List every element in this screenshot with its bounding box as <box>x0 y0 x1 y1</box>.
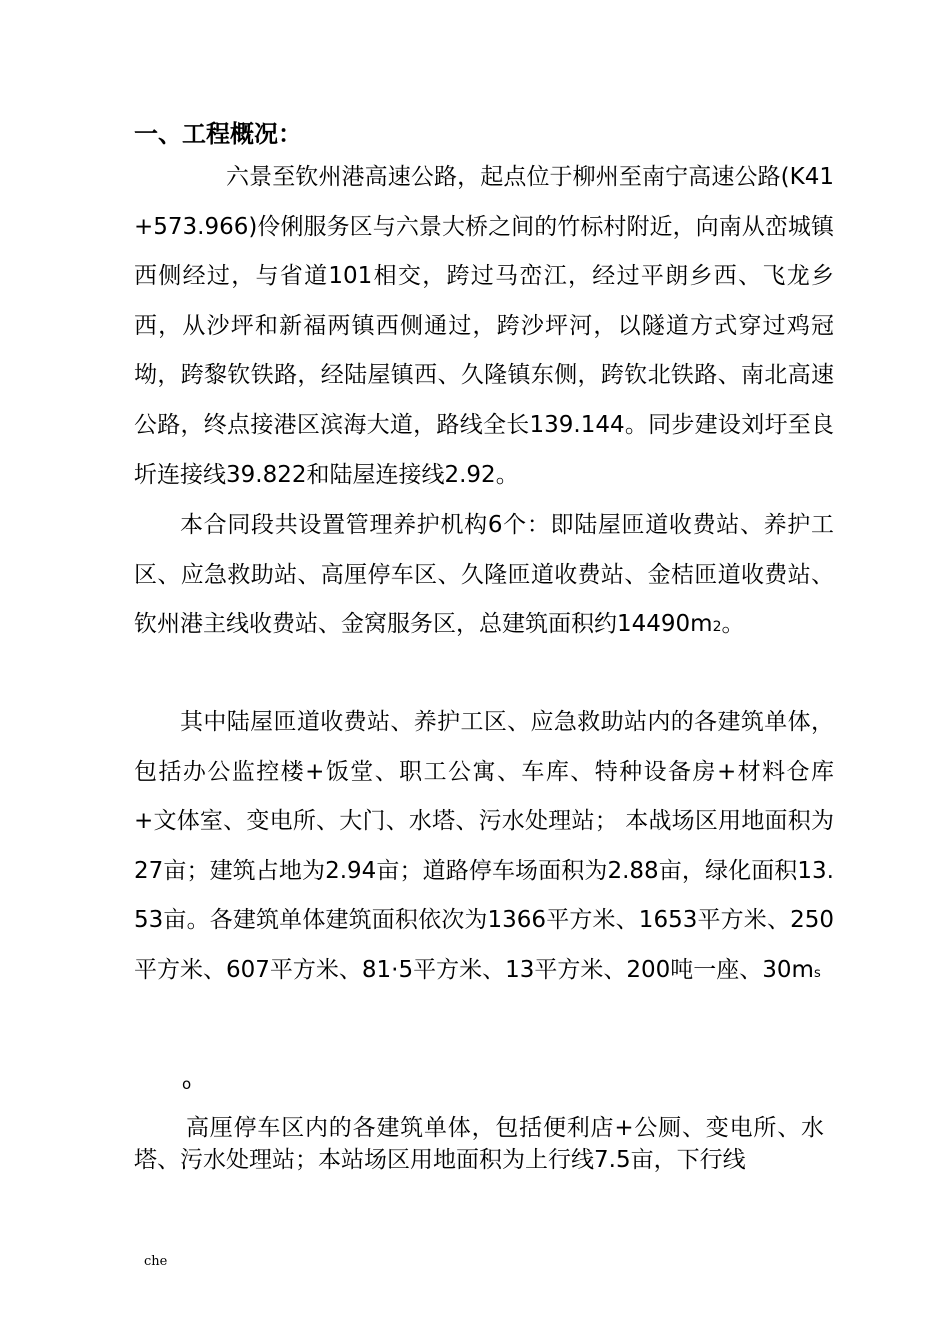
page-footer-text: che <box>144 1254 168 1269</box>
area-unit-subscript: 2 <box>712 619 722 636</box>
orphan-period-mark: o <box>182 1075 192 1093</box>
volume-unit-tail: s <box>813 965 821 981</box>
paragraph-project-route: 六景至钦州港高速公路，起点位于柳州至南宁高速公路(K41+573.966)伶俐服务区与六景大桥之间的竹标村附近，向南从峦城镇西侧经过，与省道101相交，跨过马峦江，经过平朗乡西、飞龙乡西，从沙坪和新福两镇西侧通过，跨沙坪河，以隧道方式穿过鸡冠坳，跨黎钦铁路，经陆屋镇西、久隆镇东侧，跨钦北铁路、南北高速公路，终点接港区滨海大道，路线全长139.144。同步建设刘圩至良圻连接线39.822和陆屋连接线2.92。 <box>134 164 834 488</box>
paragraph-luwu-buildings <box>134 698 834 999</box>
section-heading: 一、工程概况： <box>134 120 302 148</box>
paragraph-management-facilities <box>134 501 834 653</box>
paragraph-end-mark: 。 <box>721 611 745 638</box>
paragraph-management-facilities-text: 本合同段共设置管理养护机构6个：即陆屋匝道收费站、养护工区、应急救助站、高厘停车区、久隆匝道收费站、金桔匝道收费站、钦州港主线收费站、金窝服务区，总建筑面积约14490m <box>134 512 834 638</box>
paragraph-luwu-buildings-text: 其中陆屋匝道收费站、养护工区、应急救助站内的各建筑单体，包括办公监控楼+饭堂、职工公寓、车库、特种设备房+材料仓库+文体室、变电所、大门、水塔、污水处理站； 本战场区用地面积为27亩；建筑占地为2.94亩；道路停车场面积为2.88亩，绿化面积13.53亩。各建筑单体建筑面积依次为1366平方米、1653平方米、250平方米、607平方米、81·5平方米、13平方米、200吨一座、30m <box>134 709 834 983</box>
paragraph-gaoli-parking-area: 高厘停车区内的各建筑单体，包括便利店+公厕、变电所、水塔、污水处理站；本站场区用地面积为上行线7.5亩，下行线 <box>134 1115 824 1173</box>
